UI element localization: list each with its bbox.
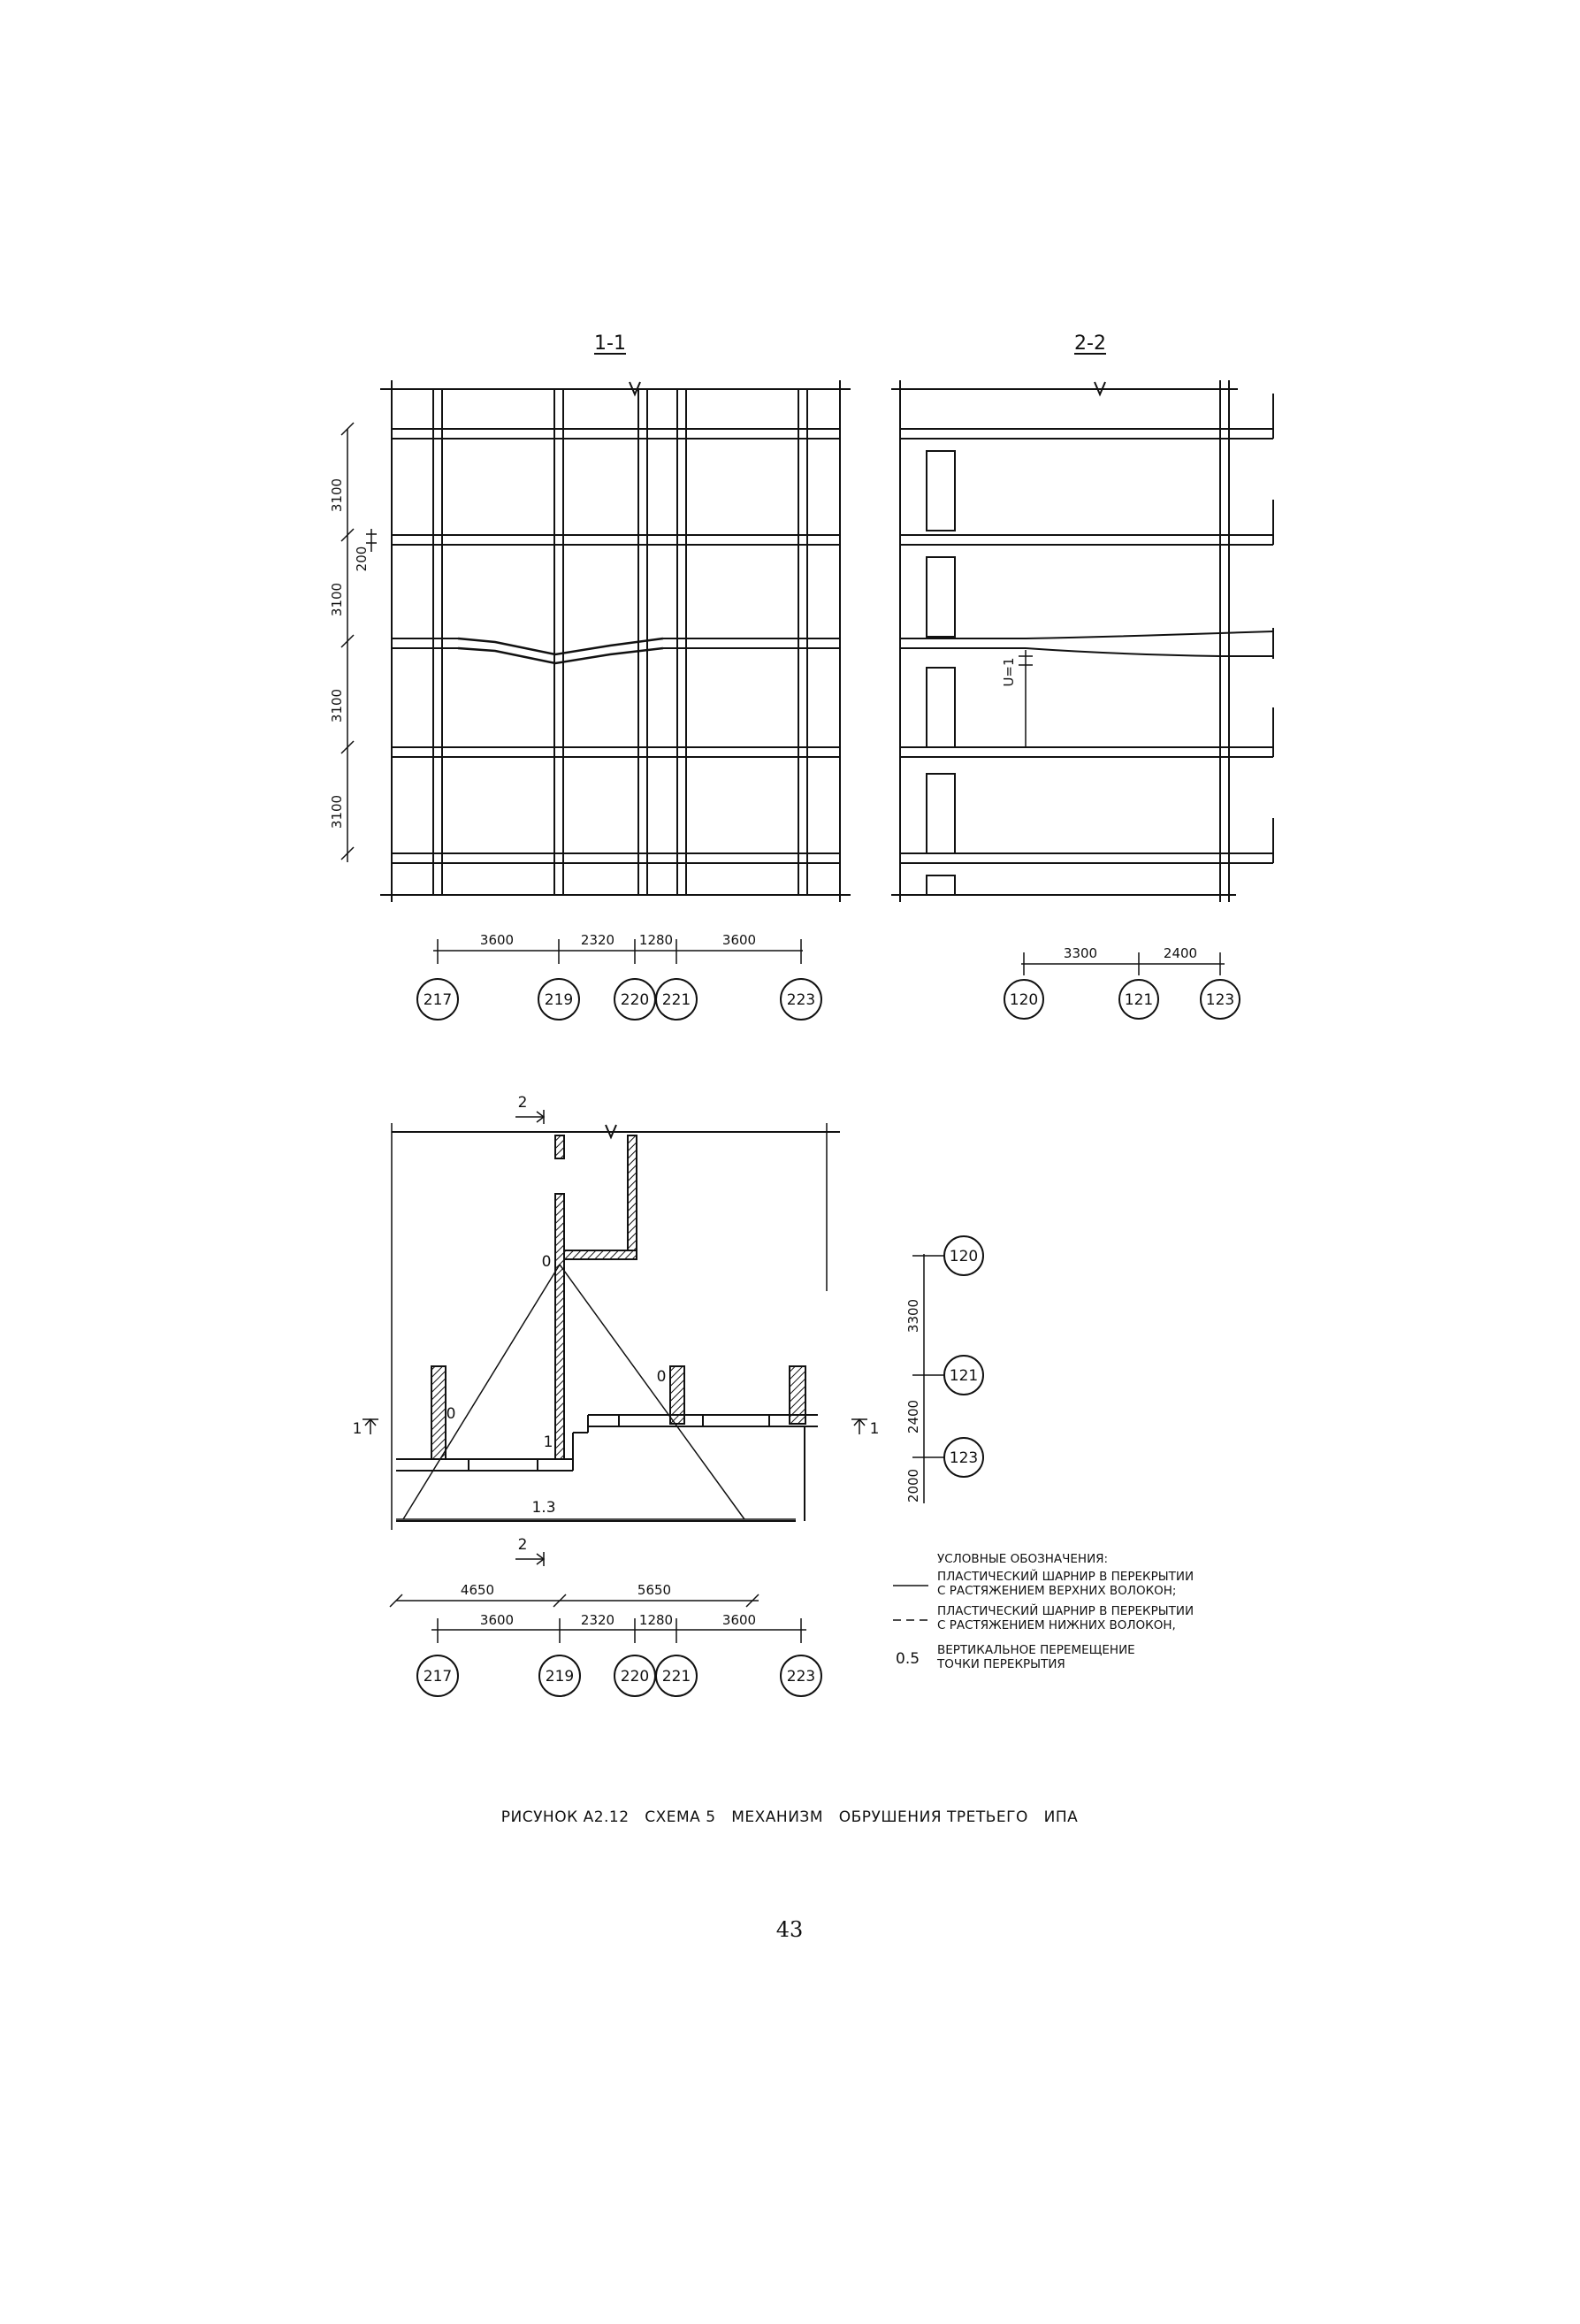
legend-item-line1: ВЕРТИКАЛЬНОЕ ПЕРЕМЕЩЕНИЕ: [937, 1643, 1135, 1657]
cut-mark-label: 2: [517, 1536, 528, 1554]
page-number: 43: [775, 1917, 804, 1942]
axis-label: 217: [423, 991, 453, 1009]
horizontal-dim-label: 3600: [479, 932, 515, 948]
horizontal-dim-label: 1280: [638, 932, 674, 948]
axis-label: 121: [949, 1367, 979, 1385]
plan: [363, 1110, 983, 1696]
legend-item-line1: ПЛАСТИЧЕСКИЙ ШАРНИР В ПЕРЕКРЫТИИ: [937, 1604, 1195, 1618]
figure-caption: РИСУНОК А2.12 СХЕМА 5 МЕХАНИЗМ ОБРУШЕНИЯ ТРЕТЬЕГО ИПА: [500, 1808, 1079, 1826]
legend-item-line2: ТОЧКИ ПЕРЕКРЫТИЯ: [937, 1657, 1065, 1671]
axis-label: 120: [1009, 991, 1039, 1009]
vertical-dim-label: 2000: [905, 1468, 921, 1503]
horizontal-dim-label: 2320: [580, 932, 615, 948]
axis-label: 217: [423, 1668, 453, 1686]
vertical-dim-label: 3100: [329, 688, 345, 723]
horizontal-dim-label: 3600: [721, 1612, 757, 1628]
vertical-dim-label: 3100: [329, 478, 345, 513]
axis-label: 221: [661, 1668, 691, 1686]
cut-mark-label: 2: [517, 1094, 528, 1112]
vertical-dim-label: 3100: [329, 582, 345, 617]
axis-label: 220: [620, 1668, 650, 1686]
legend-displacement-symbol: 0.5: [896, 1650, 920, 1668]
section-1-1-texts: [329, 478, 815, 1009]
horizontal-dim-label: 1280: [638, 1612, 674, 1628]
point-label: 0: [446, 1405, 456, 1423]
legend-item-line2: С РАСТЯЖЕНИЕМ НИЖНИХ ВОЛОКОН,: [937, 1618, 1176, 1632]
axis-label: 121: [1124, 991, 1154, 1009]
slab-dim-label: 200: [354, 546, 370, 572]
axis-label: 221: [661, 991, 691, 1009]
deflection-label: U=1: [1001, 657, 1017, 687]
vertical-dim-label: 3300: [905, 1298, 921, 1334]
legend-title: УСЛОВНЫЕ ОБОЗНАЧЕНИЯ:: [937, 1552, 1109, 1566]
axis-label: 219: [545, 1668, 575, 1686]
point-label: 1: [543, 1433, 553, 1451]
axis-label: 223: [786, 991, 816, 1009]
point-label: 0: [656, 1368, 667, 1386]
section-2-2-label: 2-2: [1074, 333, 1106, 355]
axis-label: 220: [620, 991, 650, 1009]
vertical-dim-label: 2400: [905, 1399, 921, 1434]
axis-label: 120: [949, 1248, 979, 1265]
point-label: 0: [541, 1253, 552, 1271]
horizontal-dim-label: 3600: [479, 1612, 515, 1628]
horizontal-dim-label: 3600: [721, 932, 757, 948]
legend-item-line2: С РАСТЯЖЕНИЕМ ВЕРХНИХ ВОЛОКОН;: [937, 1584, 1177, 1598]
section-2-2-texts: [1001, 657, 1234, 1009]
point-label-center: 1.3: [531, 1499, 556, 1517]
axis-label: 123: [1205, 991, 1235, 1009]
vertical-dim-label: 3100: [329, 794, 345, 829]
overall-dim-label: 4650: [460, 1582, 495, 1598]
section-1-1-label: 1-1: [594, 333, 626, 355]
horizontal-dim-label: 3300: [1063, 945, 1098, 961]
cut-mark-label: 1: [352, 1420, 363, 1438]
cut-mark-label: 1: [869, 1420, 880, 1438]
horizontal-dim-label: 2400: [1163, 945, 1198, 961]
axis-label: 223: [786, 1668, 816, 1686]
horizontal-dim-label: 2320: [580, 1612, 615, 1628]
axis-label: 219: [544, 991, 574, 1009]
axis-label: 123: [949, 1449, 979, 1467]
legend: [896, 1552, 1194, 1671]
section-1-1: [341, 333, 851, 1020]
legend-item-line1: ПЛАСТИЧЕСКИЙ ШАРНИР В ПЕРЕКРЫТИИ: [937, 1570, 1195, 1584]
section-2-2: [891, 333, 1273, 1019]
overall-dim-label: 5650: [637, 1582, 672, 1598]
